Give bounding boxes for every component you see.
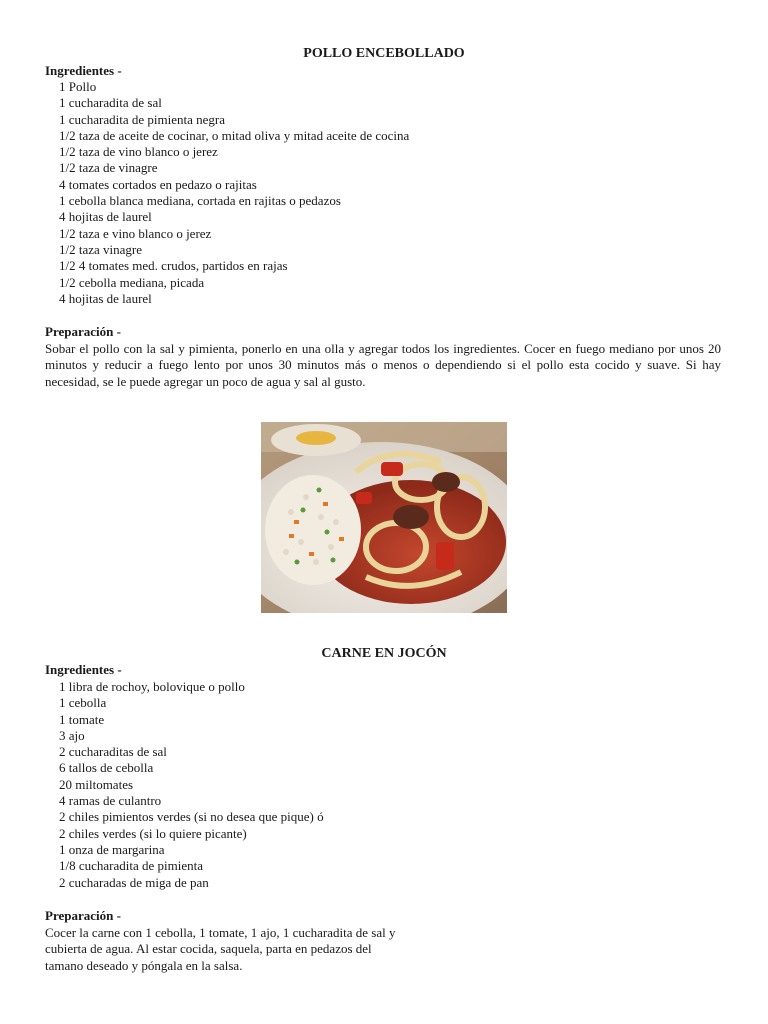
ingredient-item: 1/2 taza e vino blanco o jerez [59,225,212,241]
preparation-line: Cocer la carne con 1 cebolla, 1 tomate, 1 ajo, 1 cucharadita de sal y [45,925,396,940]
recipe-title-pollo-encebollado: POLLO ENCEBOLLADO [303,46,465,61]
preparation-line: cubierta de agua. Al estar cocida, saquela, parta en pedazos del [45,941,372,957]
ingredient-item: 1 tomate [59,711,105,727]
ingredient-item: 2 cucharadas de miga de pan [59,874,209,890]
ingredient-item: 4 hojitas de laurel [59,290,152,306]
ingredient-item: 1/2 taza de vino blanco o jerez [59,144,218,160]
ingredients-list-1 [59,79,409,307]
ingredients-list-2 [59,679,324,891]
ingredient-item: 4 hojitas de laurel [59,209,152,225]
ingredient-item: 1/2 taza de aceite de cocinar, o mitad oliva y mitad aceite de cocina [59,127,410,143]
ingredient-item: 1 libra de rochoy, bolovique o pollo [59,679,245,694]
ingredient-item: 1/2 taza de vinagre [59,160,158,176]
recipe-title-carne-en-jocon: CARNE EN JOCÓN [321,646,447,661]
ingredient-item: 20 miltomates [59,776,134,792]
ingredient-item: 1 cucharadita de pimienta negra [59,111,226,127]
ingredient-item: 2 chiles pimientos verdes (si no desea que pique) ó [59,809,324,825]
ingredient-item: 1/8 cucharadita de pimienta [59,858,204,874]
ingredient-item: 2 chiles verdes (si lo quiere picante) [59,825,247,841]
preparation-text-2 [45,925,430,974]
dish-photo [261,422,507,613]
ingredients-label-1: Ingredientes - [45,63,122,78]
ingredient-item: 4 tomates cortados en pedazo o rajitas [59,176,257,192]
ingredient-item: 3 ajo [59,727,85,743]
ingredient-item: 1 Pollo [59,79,97,94]
ingredient-item: 1/2 4 tomates med. crudos, partidos en rajas [59,258,288,274]
preparation-label-1: Preparación - [45,324,121,339]
preparation-label-2: Preparación - [45,908,121,923]
preparation-text-1: Sobar el pollo con la sal y pimienta, ponerlo en una olla y agregar todos los ingredientes. Cocer en fuego mediano por unos 20 minutos y reducir a fuego lento por unos 30 minutos más o menos o dependiendo si el pollo esta cocido y suave. Si hay necesidad, se le puede agregar un poco de agua y sal al gusto. [45,341,721,389]
ingredient-item: 4 ramas de culantro [59,793,162,809]
ingredient-item: 1 cebolla blanca mediana, cortada en rajitas o pedazos [59,193,341,209]
ingredients-label-2: Ingredientes - [45,662,122,677]
ingredient-item: 6 tallos de cebolla [59,760,154,776]
ingredient-item: 1/2 taza vinagre [59,241,143,257]
ingredient-item: 1/2 cebolla mediana, picada [59,274,205,290]
preparation-line: tamano deseado y póngala en la salsa. [45,957,243,973]
ingredient-item: 1 cucharadita de sal [59,95,162,111]
ingredient-item: 1 cebolla [59,695,107,711]
ingredient-item: 2 cucharaditas de sal [59,744,167,760]
ingredient-item: 1 onza de margarina [59,841,165,857]
